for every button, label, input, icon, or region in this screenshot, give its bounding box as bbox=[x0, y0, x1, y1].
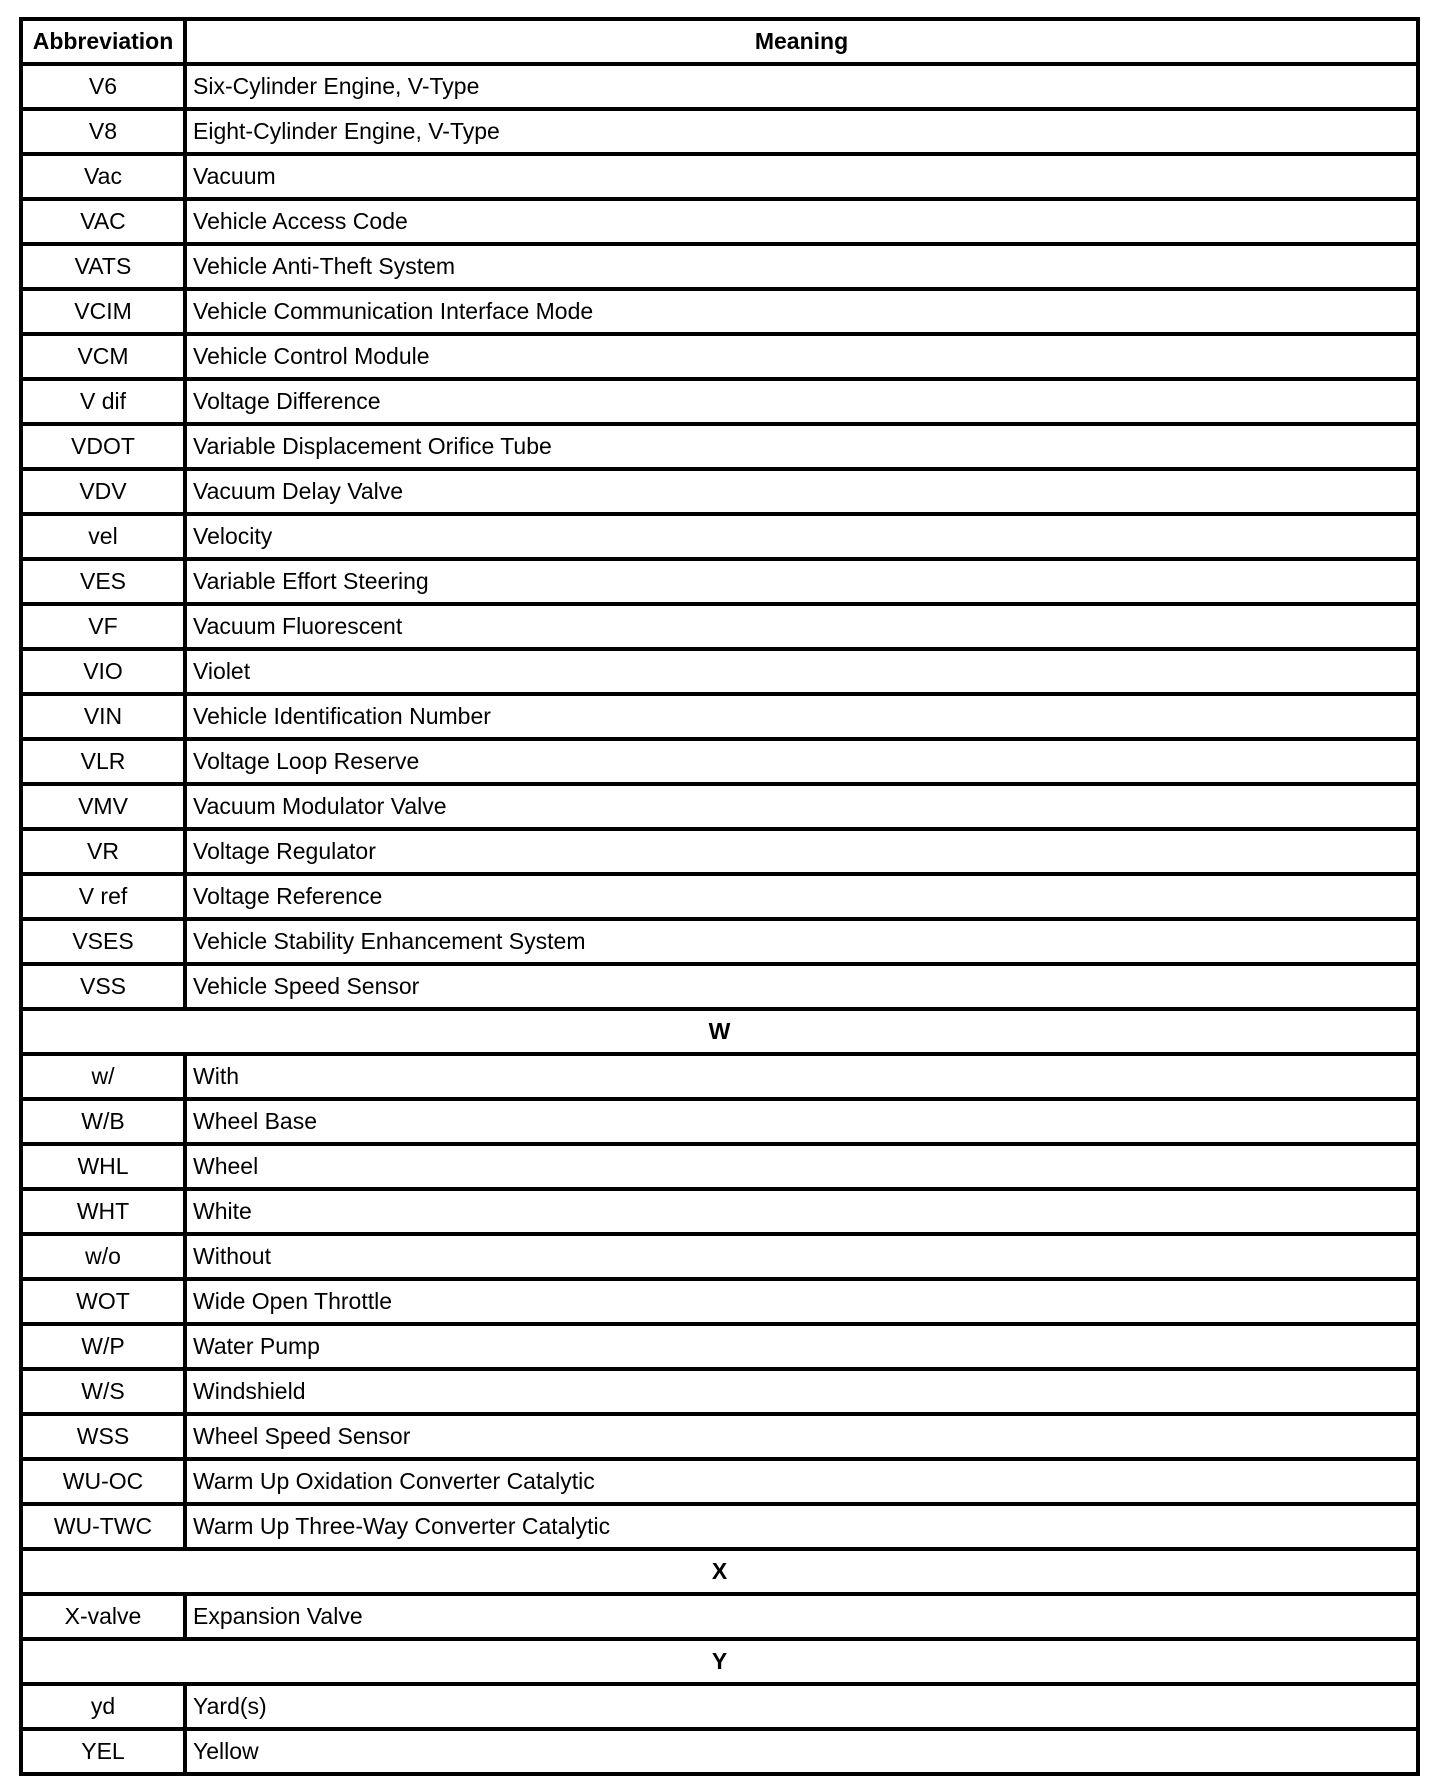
table-row bbox=[21, 379, 1418, 424]
meaning-cell: Yard(s) bbox=[185, 1684, 1418, 1729]
table-row bbox=[21, 1414, 1418, 1459]
table-row bbox=[21, 1279, 1418, 1324]
table-row bbox=[21, 1504, 1418, 1549]
table-row bbox=[21, 1459, 1418, 1504]
abbreviation-cell: w/o bbox=[21, 1234, 185, 1279]
section-heading: X bbox=[21, 1549, 1418, 1594]
abbreviation-cell: w/ bbox=[21, 1054, 185, 1099]
abbreviation-cell: V8 bbox=[21, 109, 185, 154]
meaning-cell: Expansion Valve bbox=[185, 1594, 1418, 1639]
header-row bbox=[21, 19, 1418, 64]
meaning-cell: Vehicle Stability Enhancement System bbox=[185, 919, 1418, 964]
section-heading: W bbox=[21, 1009, 1418, 1054]
abbreviation-cell: VATS bbox=[21, 244, 185, 289]
table-row bbox=[21, 784, 1418, 829]
meaning-cell: Variable Effort Steering bbox=[185, 559, 1418, 604]
abbreviation-cell: WU-OC bbox=[21, 1459, 185, 1504]
meaning-cell: With bbox=[185, 1054, 1418, 1099]
section-heading: Y bbox=[21, 1639, 1418, 1684]
abbreviation-cell: X-valve bbox=[21, 1594, 185, 1639]
table-row bbox=[21, 1144, 1418, 1189]
abbreviation-cell: V ref bbox=[21, 874, 185, 919]
abbreviation-cell: Vac bbox=[21, 154, 185, 199]
abbreviation-cell: VAC bbox=[21, 199, 185, 244]
abbreviation-cell: VIO bbox=[21, 649, 185, 694]
abbreviation-cell: YEL bbox=[21, 1729, 185, 1774]
meaning-cell: Warm Up Three-Way Converter Catalytic bbox=[185, 1504, 1418, 1549]
table-row bbox=[21, 964, 1418, 1009]
abbreviation-cell: WHL bbox=[21, 1144, 185, 1189]
meaning-cell: Eight-Cylinder Engine, V-Type bbox=[185, 109, 1418, 154]
table-row bbox=[21, 334, 1418, 379]
abbreviation-cell: WU-TWC bbox=[21, 1504, 185, 1549]
abbreviation-cell: VDV bbox=[21, 469, 185, 514]
abbreviation-cell: WSS bbox=[21, 1414, 185, 1459]
section-row bbox=[21, 1549, 1418, 1594]
meaning-cell: Vacuum Fluorescent bbox=[185, 604, 1418, 649]
table-row bbox=[21, 1054, 1418, 1099]
abbreviation-cell: VDOT bbox=[21, 424, 185, 469]
abbreviation-cell: VSS bbox=[21, 964, 185, 1009]
table-row bbox=[21, 1594, 1418, 1639]
meaning-cell: Violet bbox=[185, 649, 1418, 694]
abbreviation-cell: VCIM bbox=[21, 289, 185, 334]
abbreviation-cell: VIN bbox=[21, 694, 185, 739]
table-row bbox=[21, 1099, 1418, 1144]
abbreviation-cell: WOT bbox=[21, 1279, 185, 1324]
meaning-cell: Wheel Speed Sensor bbox=[185, 1414, 1418, 1459]
table-row bbox=[21, 424, 1418, 469]
meaning-cell: Vacuum Delay Valve bbox=[185, 469, 1418, 514]
abbreviation-cell: W/B bbox=[21, 1099, 185, 1144]
table-row bbox=[21, 559, 1418, 604]
meaning-cell: Variable Displacement Orifice Tube bbox=[185, 424, 1418, 469]
abbreviations-table bbox=[19, 17, 1420, 1776]
meaning-cell: Velocity bbox=[185, 514, 1418, 559]
abbreviation-cell: V6 bbox=[21, 64, 185, 109]
meaning-cell: Vehicle Communication Interface Mode bbox=[185, 289, 1418, 334]
meaning-cell: Voltage Regulator bbox=[185, 829, 1418, 874]
meaning-cell: Without bbox=[185, 1234, 1418, 1279]
abbreviation-cell: WHT bbox=[21, 1189, 185, 1234]
table-row bbox=[21, 1234, 1418, 1279]
abbreviation-cell: W/S bbox=[21, 1369, 185, 1414]
abbreviation-cell: V dif bbox=[21, 379, 185, 424]
meaning-cell: Vehicle Identification Number bbox=[185, 694, 1418, 739]
table-row bbox=[21, 829, 1418, 874]
abbreviation-cell: VSES bbox=[21, 919, 185, 964]
abbreviation-cell: VLR bbox=[21, 739, 185, 784]
meaning-cell: Vacuum Modulator Valve bbox=[185, 784, 1418, 829]
abbreviation-cell: VCM bbox=[21, 334, 185, 379]
table-row bbox=[21, 244, 1418, 289]
meaning-cell: Six-Cylinder Engine, V-Type bbox=[185, 64, 1418, 109]
abbreviation-cell: VES bbox=[21, 559, 185, 604]
abbreviation-cell: yd bbox=[21, 1684, 185, 1729]
table-row bbox=[21, 154, 1418, 199]
meaning-cell: Wheel Base bbox=[185, 1099, 1418, 1144]
table-row bbox=[21, 514, 1418, 559]
meaning-cell: Water Pump bbox=[185, 1324, 1418, 1369]
table-row bbox=[21, 919, 1418, 964]
table-row bbox=[21, 1729, 1418, 1774]
meaning-cell: Vehicle Control Module bbox=[185, 334, 1418, 379]
table-row bbox=[21, 109, 1418, 154]
meaning-cell: Windshield bbox=[185, 1369, 1418, 1414]
meaning-cell: Wide Open Throttle bbox=[185, 1279, 1418, 1324]
meaning-cell: Voltage Loop Reserve bbox=[185, 739, 1418, 784]
table-row bbox=[21, 649, 1418, 694]
meaning-cell: Wheel bbox=[185, 1144, 1418, 1189]
meaning-cell: Vehicle Speed Sensor bbox=[185, 964, 1418, 1009]
section-row bbox=[21, 1009, 1418, 1054]
table-row bbox=[21, 874, 1418, 919]
table-row bbox=[21, 1189, 1418, 1234]
meaning-cell: Vehicle Anti-Theft System bbox=[185, 244, 1418, 289]
table-row bbox=[21, 1684, 1418, 1729]
table-row bbox=[21, 1369, 1418, 1414]
header-meaning: Meaning bbox=[185, 19, 1418, 64]
table-row bbox=[21, 64, 1418, 109]
table-row bbox=[21, 694, 1418, 739]
header-abbreviation: Abbreviation bbox=[21, 19, 185, 64]
abbreviation-cell: VF bbox=[21, 604, 185, 649]
table-row bbox=[21, 1324, 1418, 1369]
meaning-cell: Voltage Reference bbox=[185, 874, 1418, 919]
table-row bbox=[21, 199, 1418, 244]
meaning-cell: Voltage Difference bbox=[185, 379, 1418, 424]
table-row bbox=[21, 469, 1418, 514]
table-body bbox=[21, 64, 1418, 1774]
abbreviation-cell: W/P bbox=[21, 1324, 185, 1369]
meaning-cell: White bbox=[185, 1189, 1418, 1234]
meaning-cell: Vacuum bbox=[185, 154, 1418, 199]
abbreviation-cell: VR bbox=[21, 829, 185, 874]
meaning-cell: Yellow bbox=[185, 1729, 1418, 1774]
table-row bbox=[21, 739, 1418, 784]
table-row bbox=[21, 289, 1418, 334]
table-row bbox=[21, 604, 1418, 649]
meaning-cell: Warm Up Oxidation Converter Catalytic bbox=[185, 1459, 1418, 1504]
abbreviation-cell: vel bbox=[21, 514, 185, 559]
abbreviation-cell: VMV bbox=[21, 784, 185, 829]
table-header bbox=[21, 19, 1418, 64]
meaning-cell: Vehicle Access Code bbox=[185, 199, 1418, 244]
